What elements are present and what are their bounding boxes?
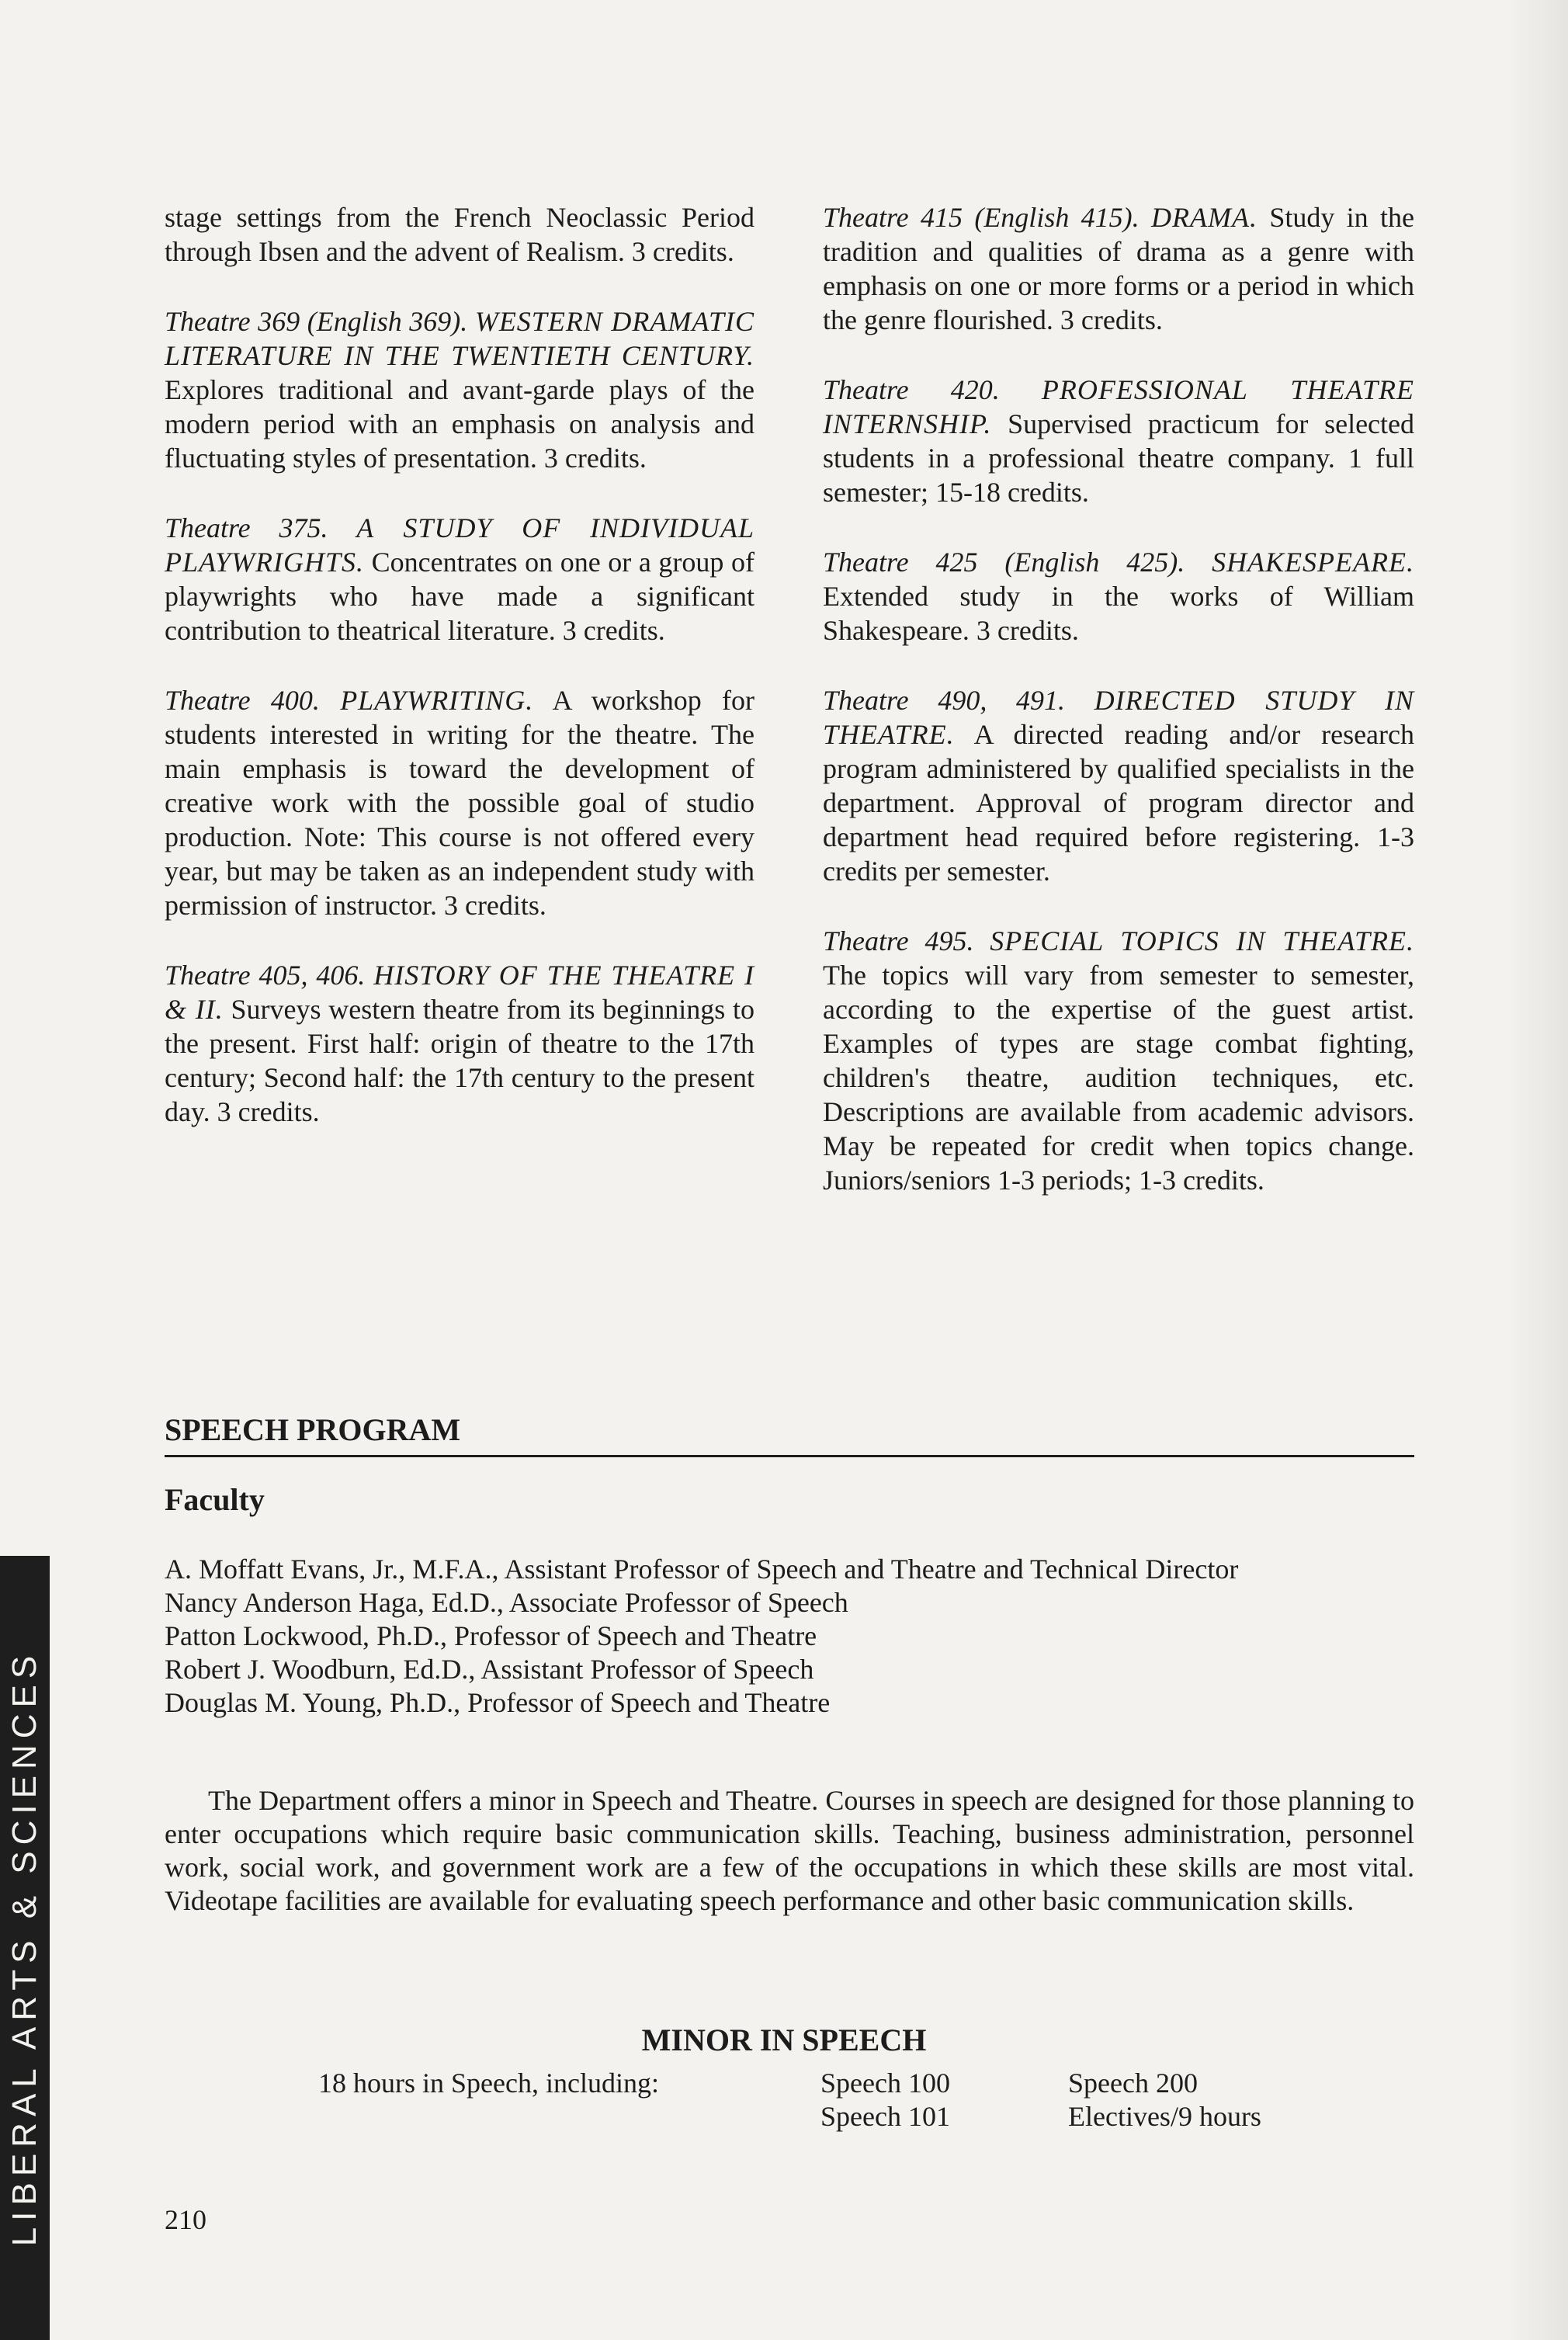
minor-requirement-intro: 18 hours in Speech, including: bbox=[318, 2067, 659, 2099]
course-title: PROFESSIONAL THEATRE INTERNSHIP. bbox=[823, 374, 1415, 439]
course-number: Theatre 495. bbox=[823, 925, 974, 956]
course-number: Theatre 369 (English 369). bbox=[165, 306, 468, 337]
course-title: SHAKESPEARE. bbox=[1212, 547, 1415, 578]
course-title: A STUDY OF INDIVIDUAL PLAYWRIGHTS. bbox=[165, 512, 755, 578]
section-sidebar-tab bbox=[0, 1556, 50, 2340]
course-description: A workshop for students interested in writing for the theatre. The main emphasis is toward the development of creative work with the possible goal of studio production. Note: This course is not offered every year, but may be taken as an independent study with permission of instructor. 3 credits. bbox=[165, 685, 755, 921]
minor-course: Speech 101 bbox=[820, 2101, 950, 2132]
course-number: Theatre 405, 406. bbox=[165, 960, 366, 991]
course-number: Theatre 425 (English 425). bbox=[823, 547, 1185, 578]
course-entry-theatre-405 bbox=[165, 958, 755, 1129]
page-number: 210 bbox=[165, 2204, 206, 2235]
faculty-member: A. Moffatt Evans, Jr., M.F.A., Assistant Professor of Speech and Theatre and Technical Director bbox=[165, 1554, 1239, 1585]
course-entry-theatre-369 bbox=[165, 304, 755, 475]
minor-course: Speech 100 bbox=[820, 2067, 950, 2099]
course-number: Theatre 375. bbox=[165, 512, 328, 543]
course-title: WESTERN DRAMATIC LITERATURE IN THE TWENTIETH CENTURY. bbox=[165, 306, 755, 371]
minor-course-column-2 bbox=[1068, 2067, 1261, 2133]
course-description: Concentrates on one or a group of playwrights who have made a significant contribution to theatrical literature. 3 credits. bbox=[165, 547, 755, 646]
course-description: Surveys western theatre from its beginnings to the present. First half: origin of theatre to the 17th century; Second half: the 17th century to the present day. 3 credits. bbox=[165, 994, 755, 1127]
minor-course: Speech 200 bbox=[1068, 2067, 1198, 2099]
course-number: Theatre 400. bbox=[165, 685, 320, 716]
course-entry-theatre-375 bbox=[165, 511, 755, 647]
course-number: Theatre 490, 491. bbox=[823, 685, 1065, 716]
course-description: Extended study in the works of William Shakespeare. 3 credits. bbox=[823, 581, 1414, 646]
right-column bbox=[823, 200, 1414, 1233]
course-entry-theatre-415 bbox=[823, 200, 1414, 337]
faculty-list bbox=[165, 1553, 1422, 1720]
department-description: The Department offers a minor in Speech and Theatre. Courses in speech are designed for those planning to enter occupations which require basic communication skills. Teaching, business administration, personnel work, social work, and government work are a few of the occupations in which these skills are most vital. Videotape facilities are available for evaluating speech performance and other basic communication skills. bbox=[165, 1785, 1414, 1916]
faculty-member: Nancy Anderson Haga, Ed.D., Associate Professor of Speech bbox=[165, 1587, 848, 1618]
course-description: Supervised practicum for selected students in a professional theatre company. 1 full semester; 15-18 credits. bbox=[823, 408, 1415, 508]
faculty-heading: Faculty bbox=[165, 1482, 265, 1517]
course-description: Explores traditional and avant-garde plays of the modern period with an emphasis on analysis and fluctuating styles of presentation. 3 credits. bbox=[165, 374, 755, 474]
faculty-member: Robert J. Woodburn, Ed.D., Assistant Professor of Speech bbox=[165, 1654, 814, 1685]
left-column bbox=[165, 200, 755, 1165]
course-description: stage settings from the French Neoclassic Period through Ibsen and the advent of Realism. 3 credits. bbox=[165, 202, 755, 267]
course-title: DIRECTED STUDY IN THEATRE. bbox=[823, 685, 1415, 750]
minor-course: Electives/9 hours bbox=[1068, 2101, 1261, 2132]
course-title: SPECIAL TOPICS IN THEATRE. bbox=[990, 925, 1414, 956]
course-description: A directed reading and/or research program administered by qualified specialists in the department. Approval of program director and department head required before registering. 1-3 credits per semester. bbox=[823, 719, 1415, 887]
course-entry-theatre-420 bbox=[823, 373, 1414, 509]
course-title: PLAYWRITING. bbox=[340, 685, 534, 716]
course-description: The topics will vary from semester to semester, according to the expertise of the guest artist. Examples of types are stage combat fighting, children's theatre, audition techniques, etc. Descriptions are available from academic advisors. May be repeated for credit when topics change. Juniors/seniors 1-3 periods; 1-3 credits. bbox=[823, 960, 1414, 1196]
page-edge-shadow bbox=[1506, 0, 1568, 2340]
course-entry-continued bbox=[165, 200, 755, 269]
course-title: HISTORY OF THE THEATRE I & II. bbox=[165, 960, 755, 1025]
section-divider bbox=[165, 1455, 1414, 1457]
course-description: Study in the tradition and qualities of drama as a genre with emphasis on one or more forms or a period in which the genre flourished. 3 credits. bbox=[823, 202, 1414, 335]
course-entry-theatre-425 bbox=[823, 545, 1414, 647]
course-number: Theatre 420. bbox=[823, 374, 1000, 405]
faculty-member: Douglas M. Young, Ph.D., Professor of Speech and Theatre bbox=[165, 1687, 831, 1718]
minor-heading: MINOR IN SPEECH bbox=[641, 2022, 927, 2057]
section-heading-speech-program: SPEECH PROGRAM bbox=[165, 1412, 461, 1447]
sidebar-label: LIBERAL ARTS & SCIENCES bbox=[5, 1649, 43, 2247]
faculty-member: Patton Lockwood, Ph.D., Professor of Speech and Theatre bbox=[165, 1620, 817, 1651]
course-entry-theatre-400 bbox=[165, 683, 755, 922]
minor-course-column-1 bbox=[820, 2067, 950, 2133]
course-entry-theatre-495 bbox=[823, 924, 1414, 1197]
course-entry-theatre-490 bbox=[823, 683, 1414, 888]
course-title: DRAMA. bbox=[1151, 202, 1258, 233]
course-number: Theatre 415 (English 415). bbox=[823, 202, 1140, 233]
